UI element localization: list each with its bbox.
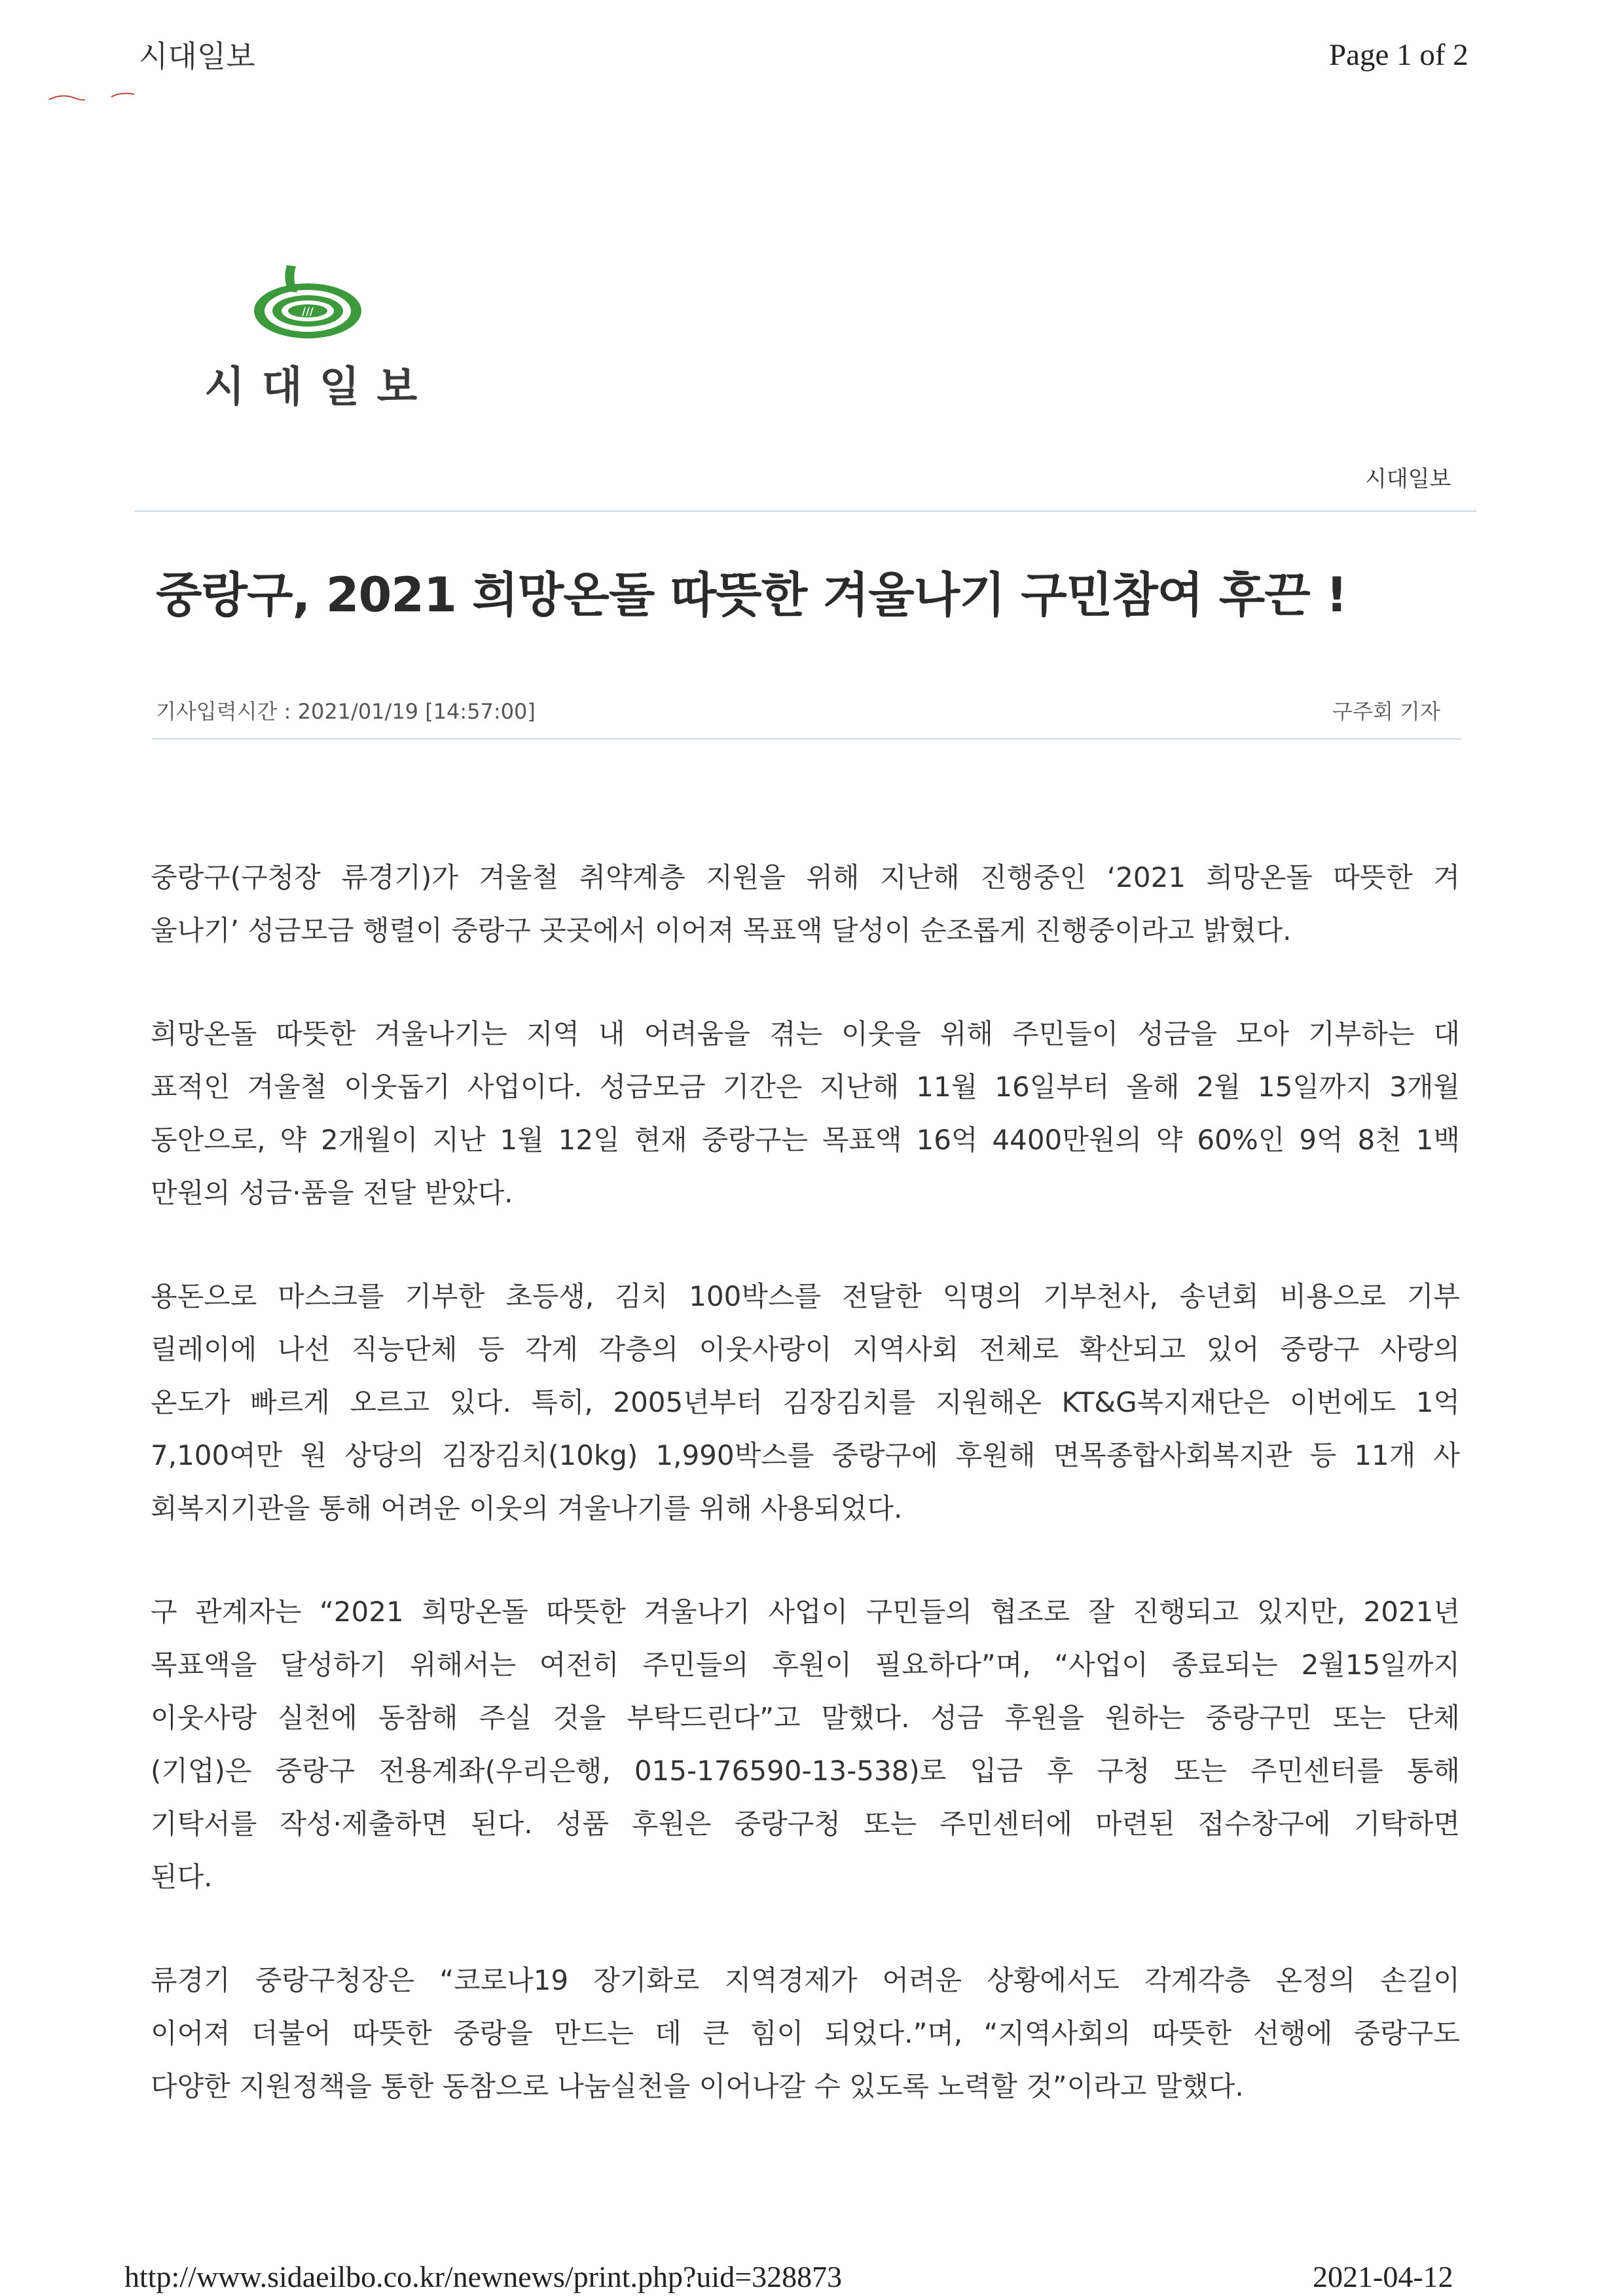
divider-top xyxy=(134,511,1476,512)
body-line: (기업)은 중랑구 전용계좌(우리은행, 015-176590-13-538)로 입금 후 구청 또는 주민센터를 통해 xyxy=(151,1755,1460,1787)
article-paragraph xyxy=(151,1270,1460,1535)
body-line: 이어져 더불어 따뜻한 중랑을 만드는 데 큰 힘이 되었다.”며, “지역사회의 따뜻한 선행에 중랑구도 xyxy=(151,2017,1460,2049)
article-paragraph xyxy=(151,1585,1460,1903)
footer-date: 2021-04-12 xyxy=(1313,2260,1453,2293)
article-paragraph xyxy=(151,1954,1460,2113)
body-line: 표적인 겨울철 이웃돕기 사업이다. 성금모금 기간은 지난해 11월 16일부터 올해 2월 15일까지 3개월 xyxy=(151,1071,1460,1103)
newspaper-logo-icon xyxy=(249,259,367,350)
body-line: 기탁서를 작성·제출하면 된다. 성품 후원은 중랑구청 또는 주민센터에 마련된 접수창구에 기탁하면 xyxy=(151,1808,1460,1840)
body-line: 온도가 빠르게 오르고 있다. 특히, 2005년부터 김장김치를 지원해온 KT&G복지재단은 이번에도 1억 xyxy=(151,1386,1460,1418)
article-body xyxy=(151,851,1460,2113)
svg-text:///: /// xyxy=(302,305,314,317)
article-paragraph xyxy=(151,1007,1460,1219)
body-line: 구 관계자는 “2021 희망온돌 따뜻한 겨울나기 사업이 구민들의 협조로 잘 진행되고 있지만, 2021년 xyxy=(151,1596,1460,1628)
body-line: 릴레이에 나선 직능단체 등 각계 각층의 이웃사랑이 지역사회 전체로 확산되고 있어 중랑구 사랑의 xyxy=(151,1333,1460,1365)
body-line: 회복지기관을 통해 어려운 이웃의 겨울나기를 위해 사용되었다. xyxy=(151,1492,903,1524)
body-line: 목표액을 달성하기 위해서는 여전히 주민들의 후원이 필요하다”며, “사업이 종료되는 2월15일까지 xyxy=(151,1649,1460,1681)
body-line: 이웃사랑 실천에 동참해 주실 것을 부탁드린다”고 말했다. 성금 후원을 원하는 중랑구민 또는 단체 xyxy=(151,1702,1460,1734)
article-paragraph xyxy=(151,851,1460,957)
body-line: 7,100여만 원 상당의 김장김치(10kg) 1,990박스를 중랑구에 후원해 면목종합사회복지관 등 11개 사 xyxy=(151,1439,1460,1471)
scan-artifact-mark xyxy=(46,85,137,105)
article-timestamp: 기사입력시간 : 2021/01/19 [14:57:00] xyxy=(156,699,536,724)
article-headline: 중랑구, 2021 희망온돌 따뜻한 겨울나기 구민참여 후끈 ! xyxy=(156,567,1347,623)
header-page-number: Page 1 of 2 xyxy=(1329,38,1468,72)
body-line: 된다. xyxy=(151,1861,213,1893)
header-site-name: 시대일보 xyxy=(139,39,255,74)
body-line: 동안으로, 약 2개월이 지난 1월 12일 현재 중랑구는 목표액 16억 4400만원의 약 60%인 9억 8천 1백 xyxy=(151,1124,1460,1156)
body-line: 희망온돌 따뜻한 겨울나기는 지역 내 어려움을 겪는 이웃을 위해 주민들이 성금을 모아 기부하는 대 xyxy=(151,1018,1460,1050)
footer-url: http://www.sidaeilbo.co.kr/newnews/print.php?uid=328873 xyxy=(124,2260,843,2293)
newspaper-logo-text: 시대일보 xyxy=(204,363,435,412)
body-line: 다양한 지원정책을 통한 동참으로 나눔실천을 이어나갈 수 있도록 노력할 것”이라고 말했다. xyxy=(151,2070,1244,2102)
source-label: 시대일보 xyxy=(1365,466,1451,492)
article-reporter: 구주회 기자 xyxy=(1332,699,1440,724)
body-line: 용돈으로 마스크를 기부한 초등생, 김치 100박스를 전달한 익명의 기부천사, 송년회 비용으로 기부 xyxy=(151,1280,1460,1312)
divider-meta xyxy=(152,738,1461,740)
body-line: 울나기’ 성금모금 행렬이 중랑구 곳곳에서 이어져 목표액 달성이 순조롭게 진행중이라고 밝혔다. xyxy=(151,914,1292,946)
body-line: 류경기 중랑구청장은 “코로나19 장기화로 지역경제가 어려운 상황에서도 각계각층 온정의 손길이 xyxy=(151,1964,1460,1996)
body-line: 중랑구(구청장 류경기)가 겨울철 취약계층 지원을 위해 지난해 진행중인 ‘2021 희망온돌 따뜻한 겨 xyxy=(151,861,1460,893)
body-line: 만원의 성금·품을 전달 받았다. xyxy=(151,1177,513,1209)
